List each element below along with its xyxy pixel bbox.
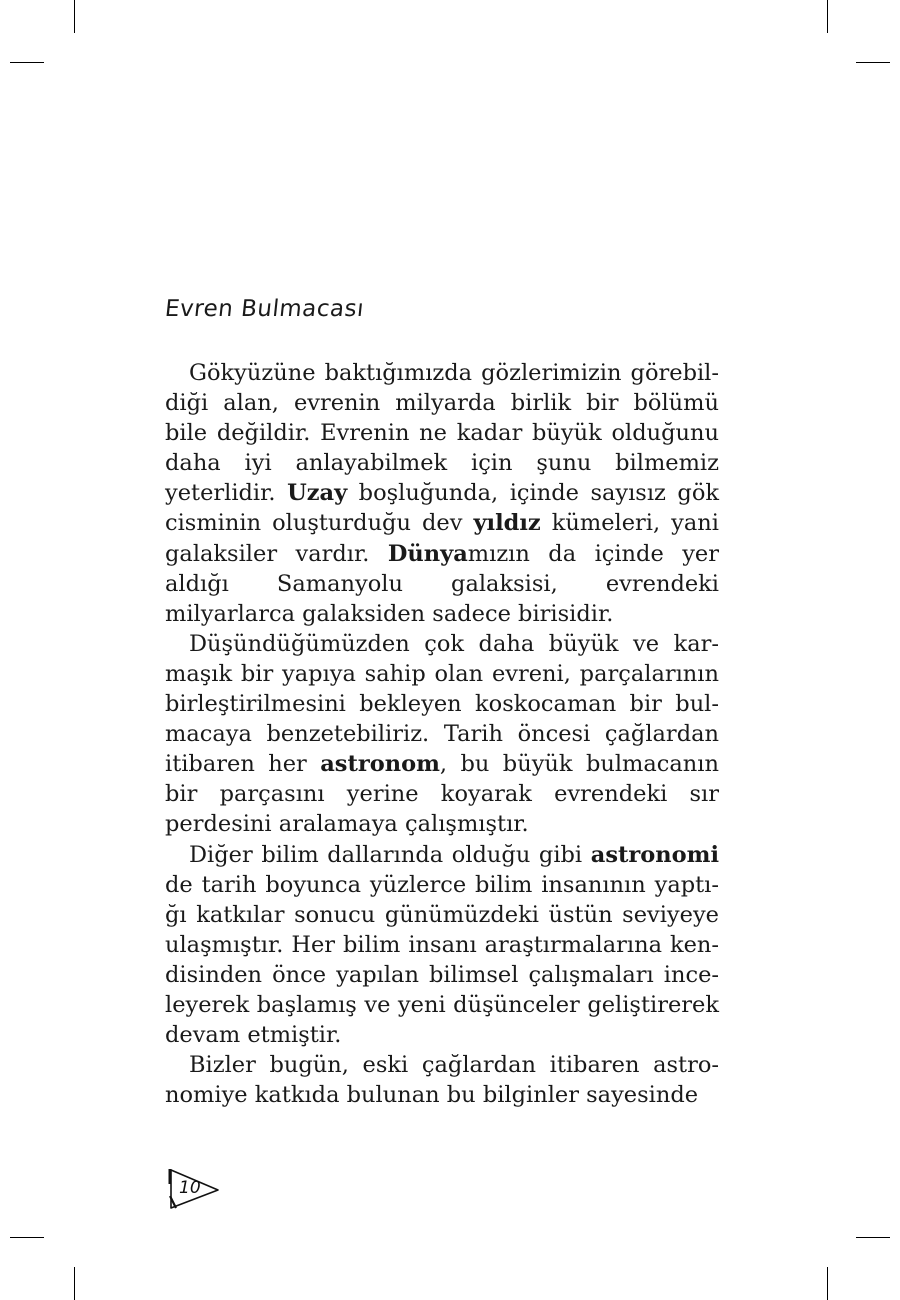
text-run: boşluğunda, içinde sayısız gök cisminin oluşturduğu dev: [165, 480, 720, 537]
paragraph: [165, 1050, 719, 1110]
crop-mark-left-top: [10, 62, 44, 63]
crop-mark-bottom-right: [827, 1267, 828, 1300]
paragraph: [165, 358, 719, 629]
crop-mark-right-top: [856, 62, 890, 63]
text-run: , bu büyük bulmacanın bir parçasını yerine koyarak evrendeki sır perdesini aralamaya çalışmıştır.: [165, 751, 719, 838]
crop-mark-bottom-left: [74, 1267, 75, 1300]
text-run: kümeleri, yani galaksiler vardır.: [165, 510, 719, 567]
bold-term: Uzay: [287, 480, 348, 507]
text-run: Düşündüğümüzden çok daha büyük ve karmaşık bir yapıya sahip olan evreni, parçalarının birleştirilmesini bekleyen koskocaman bir bulmacaya benzetebiliriz. Tarih öncesi çağlardan itibaren her: [165, 630, 719, 778]
page-number: 10: [179, 1178, 201, 1198]
chapter-title: Evren Bulmacası: [163, 296, 366, 322]
bold-term: Dünya: [387, 540, 468, 567]
paragraph: [165, 840, 719, 1051]
crop-mark-right-bottom: [856, 1237, 890, 1238]
text-run: mızın da içinde yer aldığı Samanyolu galaksisi, evrendeki milyarlarca galaksiden sadece birisidir.: [165, 540, 719, 627]
text-run: de tarih boyunca yüzlerce bilim insanının yaptığı katkılar sonucu günümüzdeki üstün seviyeye ulaşmıştır. Her bilim insanı araştırmalarına kendisinden önce yapılan bilimsel çalışmaları inceleyerek başlamış ve yeni düşünceler geliştirerek devam etmiştir.: [165, 871, 719, 1049]
text-run: Diğer bilim dallarında olduğu gibi: [189, 841, 591, 868]
paragraph: [165, 629, 719, 840]
bold-term: astronom: [320, 751, 440, 778]
crop-mark-left-bottom: [10, 1237, 44, 1238]
crop-mark-top-right: [827, 0, 828, 33]
text-run: Bizler bugün, eski çağlardan itibaren astronomiye katkıda bulunan bu bilginler sayesinde: [165, 1052, 719, 1109]
crop-mark-top-left: [74, 0, 75, 33]
bold-term: yıldız: [473, 510, 541, 537]
text-run: Gökyüzüne baktığımızda gözlerimizin görebildiği alan, evrenin milyarda birlik bir bölümü bile değildir. Evrenin ne kadar büyük olduğunu daha iyi anlayabilmek için şunu bilmemiz yeterlidir.: [165, 360, 719, 507]
bold-term: astronomi: [590, 841, 719, 868]
body-text: [165, 358, 719, 1110]
